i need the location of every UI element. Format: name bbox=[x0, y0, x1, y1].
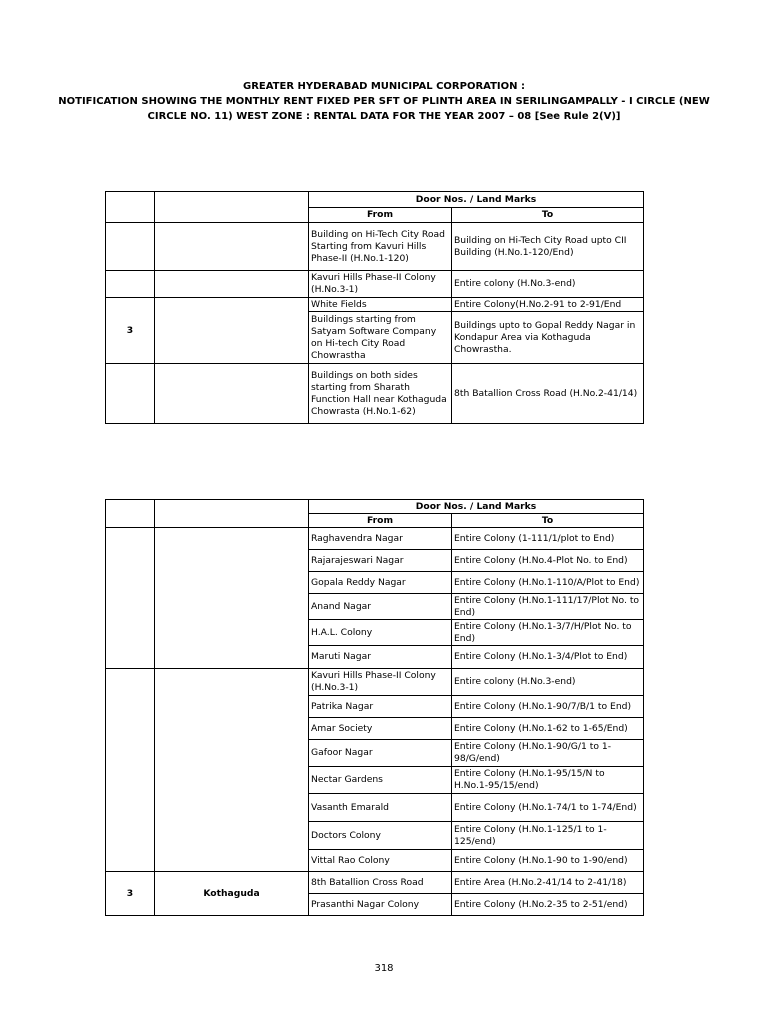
from-cell: Rajarajeswari Nagar bbox=[309, 550, 452, 572]
sno-cell bbox=[106, 669, 155, 872]
to-cell: Entire Colony (H.No.1-74/1 to 1-74/End) bbox=[452, 794, 644, 822]
from-cell: 8th Batallion Cross Road bbox=[309, 872, 452, 894]
to-cell: Entire Colony (H.No.1-3/4/Plot to End) bbox=[452, 646, 644, 669]
sno-cell: 3 bbox=[106, 872, 155, 916]
from-header: From bbox=[309, 514, 452, 528]
table-row bbox=[106, 364, 644, 424]
to-cell: Entire Colony(H.No.2-91 to 2-91/End bbox=[452, 298, 644, 312]
from-cell: Prasanthi Nagar Colony bbox=[309, 894, 452, 916]
to-cell: Entire Colony (H.No.1-3/7/H/Plot No. to End) bbox=[452, 620, 644, 646]
to-cell: Entire Colony (H.No.1-62 to 1-65/End) bbox=[452, 718, 644, 740]
heading-line-3: CIRCLE NO. 11) WEST ZONE : RENTAL DATA FOR THE YEAR 2007 – 08 [See Rule 2(V)] bbox=[147, 111, 621, 122]
header-blank-area bbox=[155, 192, 309, 223]
area-cell bbox=[155, 364, 309, 424]
from-cell: Anand Nagar bbox=[309, 594, 452, 620]
table-row bbox=[106, 298, 644, 312]
to-cell: Entire Colony (H.No.1-95/15/N to H.No.1-95/15/end) bbox=[452, 767, 644, 794]
area-cell bbox=[155, 223, 309, 271]
from-cell: Vittal Rao Colony bbox=[309, 850, 452, 872]
from-cell: Kavuri Hills Phase-II Colony (H.No.3-1) bbox=[309, 669, 452, 696]
table-row bbox=[106, 223, 644, 271]
to-cell: Entire Colony (H.No.4-Plot No. to End) bbox=[452, 550, 644, 572]
door-nos-header: Door Nos. / Land Marks bbox=[309, 192, 644, 208]
area-cell bbox=[155, 298, 309, 364]
to-cell: Entire Area (H.No.2-41/14 to 2-41/18) bbox=[452, 872, 644, 894]
sno-cell: 3 bbox=[106, 298, 155, 364]
sno-cell bbox=[106, 223, 155, 271]
from-cell: Patrika Nagar bbox=[309, 696, 452, 718]
to-header: To bbox=[452, 514, 644, 528]
sno-cell bbox=[106, 271, 155, 298]
to-cell: Entire Colony (H.No.1-110/A/Plot to End) bbox=[452, 572, 644, 594]
rental-table-2 bbox=[105, 499, 644, 916]
to-cell: Entire colony (H.No.3-end) bbox=[452, 271, 644, 298]
to-header: To bbox=[452, 208, 644, 223]
door-nos-header: Door Nos. / Land Marks bbox=[309, 500, 644, 514]
area-cell: Kothaguda bbox=[155, 872, 309, 916]
header-blank-area bbox=[155, 500, 309, 528]
to-cell: 8th Batallion Cross Road (H.No.2-41/14) bbox=[452, 364, 644, 424]
page-number: 318 bbox=[374, 963, 394, 974]
to-cell: Entire Colony (H.No.1-111/17/Plot No. to End) bbox=[452, 594, 644, 620]
to-cell: Entire Colony (H.No.1-90/G/1 to 1-98/G/end) bbox=[452, 740, 644, 767]
to-cell: Entire Colony (1-111/1/plot to End) bbox=[452, 528, 644, 550]
area-cell bbox=[155, 271, 309, 298]
to-cell: Entire Colony (H.No.1-125/1 to 1-125/end) bbox=[452, 822, 644, 850]
from-cell: Doctors Colony bbox=[309, 822, 452, 850]
from-cell: Buildings on both sides starting from Sharath Function Hall near Kothaguda Chowrasta (H.No.1-62) bbox=[309, 364, 452, 424]
to-cell: Entire Colony (H.No.1-90/7/B/1 to End) bbox=[452, 696, 644, 718]
from-cell: Kavuri Hills Phase-II Colony (H.No.3-1) bbox=[309, 271, 452, 298]
from-cell: Amar Society bbox=[309, 718, 452, 740]
to-cell: Entire Colony (H.No.1-90 to 1-90/end) bbox=[452, 850, 644, 872]
from-cell: Gopala Reddy Nagar bbox=[309, 572, 452, 594]
from-cell: Raghavendra Nagar bbox=[309, 528, 452, 550]
from-cell: Buildings starting from Satyam Software Company on Hi-tech City Road Chowrastha bbox=[309, 312, 452, 364]
area-cell bbox=[155, 669, 309, 872]
from-cell: Vasanth Emarald bbox=[309, 794, 452, 822]
to-cell: Buildings upto to Gopal Reddy Nagar in Kondapur Area via Kothaguda Chowrastha. bbox=[452, 312, 644, 364]
table-row bbox=[106, 669, 644, 696]
from-cell: Nectar Gardens bbox=[309, 767, 452, 794]
table-row bbox=[106, 271, 644, 298]
sno-cell bbox=[106, 364, 155, 424]
heading-line-1: GREATER HYDERABAD MUNICIPAL CORPORATION : bbox=[242, 81, 525, 92]
from-cell: H.A.L. Colony bbox=[309, 620, 452, 646]
from-cell: Gafoor Nagar bbox=[309, 740, 452, 767]
from-cell: Maruti Nagar bbox=[309, 646, 452, 669]
heading-line-2: NOTIFICATION SHOWING THE MONTHLY RENT FIXED PER SFT OF PLINTH AREA IN SERILINGAMPALLY - I CIRCLE (NEW bbox=[58, 96, 710, 107]
rental-table-1 bbox=[105, 191, 644, 424]
table-row bbox=[106, 528, 644, 550]
sno-cell bbox=[106, 528, 155, 669]
table-row bbox=[106, 872, 644, 894]
to-cell: Entire colony (H.No.3-end) bbox=[452, 669, 644, 696]
header-blank-sno bbox=[106, 192, 155, 223]
header-blank-sno bbox=[106, 500, 155, 528]
from-cell: White Fields bbox=[309, 298, 452, 312]
from-header: From bbox=[309, 208, 452, 223]
to-cell: Entire Colony (H.No.2-35 to 2-51/end) bbox=[452, 894, 644, 916]
area-cell bbox=[155, 528, 309, 669]
from-cell: Building on Hi-Tech City Road Starting from Kavuri Hills Phase-II (H.No.1-120) bbox=[309, 223, 452, 271]
document-heading bbox=[40, 79, 728, 124]
to-cell: Building on Hi-Tech City Road upto CII Building (H.No.1-120/End) bbox=[452, 223, 644, 271]
